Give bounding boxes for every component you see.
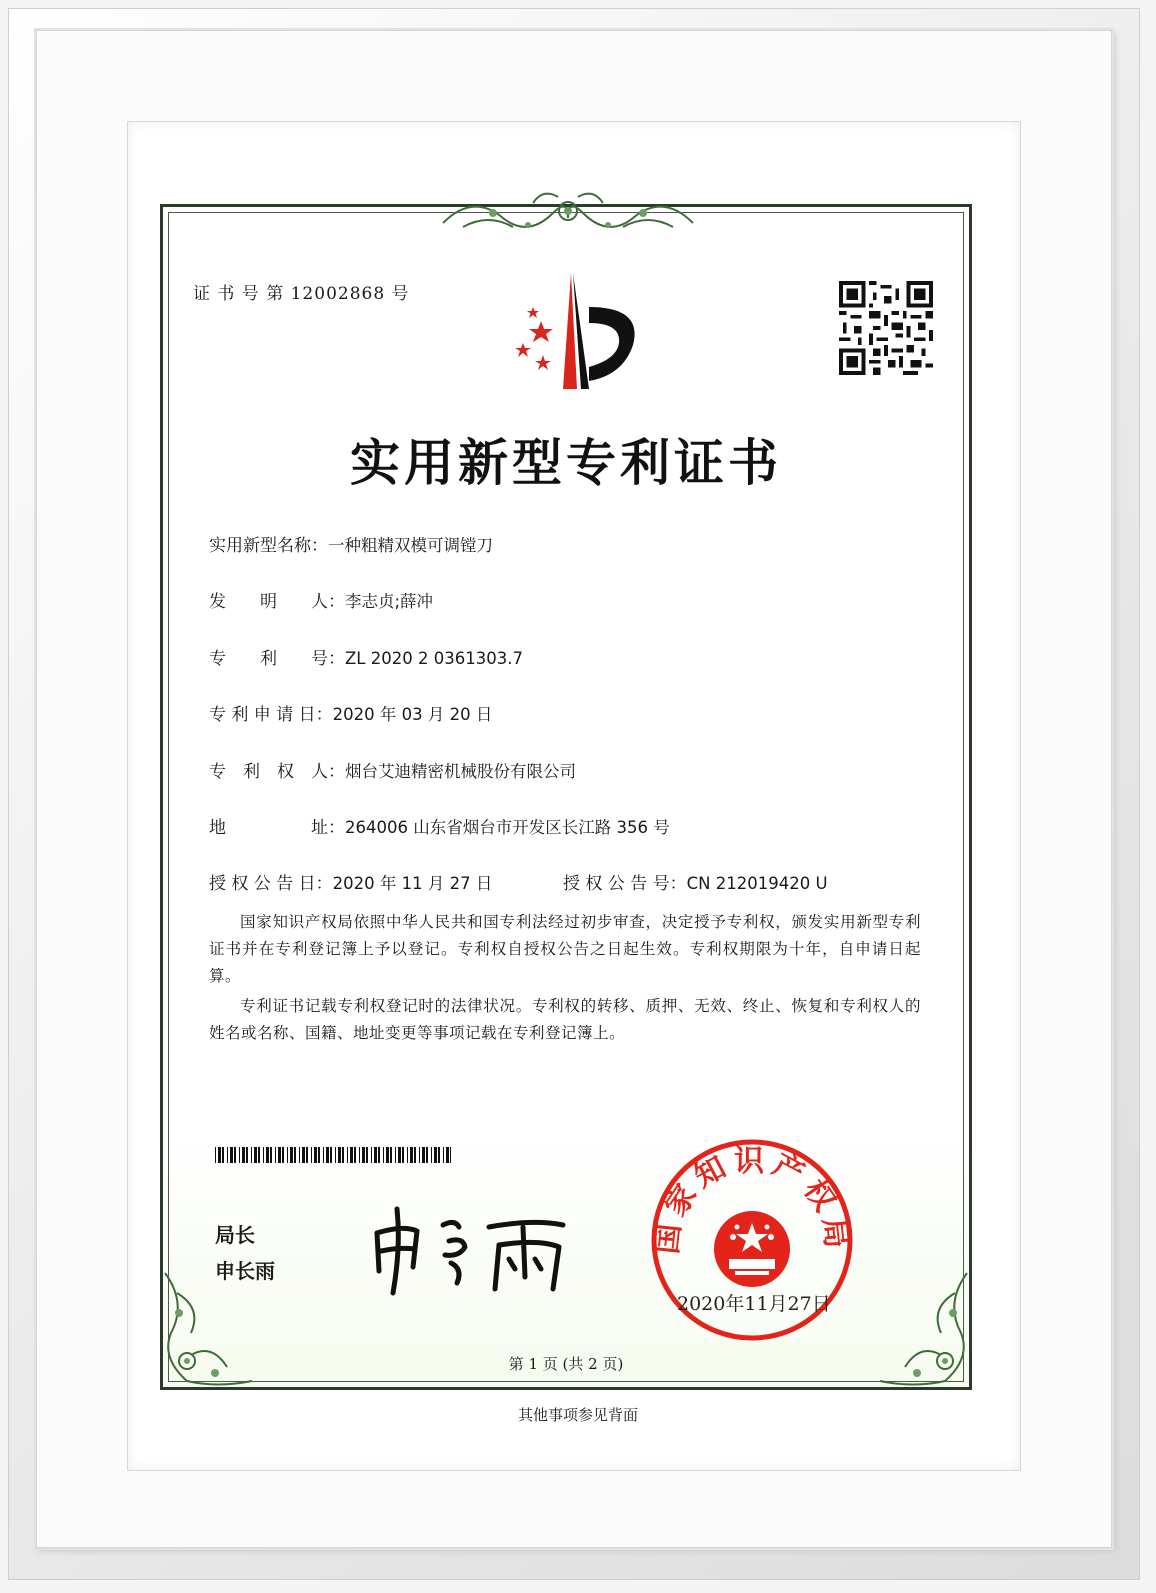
field-address-label: 地 址： [209,818,345,838]
field-patentee [209,757,576,782]
field-filing-date-label: 专 利 申 请 日： [209,705,333,725]
field-patentee-value: 烟台艾迪精密机械股份有限公司 [345,762,576,781]
field-grant-no-label: 授 权 公 告 号： [563,874,687,894]
floral-ornament-top-icon [433,183,703,243]
field-filing-date [209,700,492,725]
qr-code-icon [839,281,933,375]
field-grant-date-value: 2020 年 11 月 27 日 [332,874,493,893]
field-patent-no [209,644,523,669]
field-name-value: 一种粗精双模可调镗刀 [328,536,493,555]
field-grant-date-label: 授 权 公 告 日： [209,874,333,894]
field-name [209,531,493,556]
field-patent-no-value: ZL 2020 2 0361303.7 [345,649,523,668]
legal-paragraph-2: 专利证书记载专利权登记时的法律状况。专利权的转移、质押、无效、终止、恢复和专利权人的姓名或名称、国籍、地址变更等事项记载在专利登记簿上。 [209,997,921,1042]
legal-paragraph-1: 国家知识产权局依照中华人民共和国专利法经过初步审查，决定授予专利权，颁发实用新型专利证书并在专利登记簿上予以登记。专利权自授权公告之日起生效。专利权期限为十年，自申请日起算。 [209,913,921,985]
patent-office-emblem-icon [493,267,643,397]
field-grant-no [563,869,828,894]
field-grant-no-value: CN 212019420 U [686,874,828,893]
certificate-number: 证 书 号 第 12002868 号 [193,284,410,304]
director-signature-icon [363,1197,583,1297]
field-grant-date [209,869,492,894]
field-patent-no-label: 专 利 号： [209,649,345,669]
field-name-label: 实用新型名称： [209,536,328,556]
field-address [209,813,670,838]
director-title: 局长 [215,1223,255,1247]
seal-date: 2020年11月27日 [677,1293,831,1315]
field-address-value: 264006 山东省烟台市开发区长江路 356 号 [345,818,670,837]
page-number: 第 1 页 (共 2 页) [508,1355,624,1373]
certificate-title: 实用新型专利证书 [350,433,782,492]
field-inventor-label: 发 明 人： [209,592,345,612]
field-filing-date-value: 2020 年 03 月 20 日 [332,705,493,724]
back-note: 其他事项参见背面 [517,1406,638,1424]
patent-certificate [160,204,972,1390]
field-patentee-label: 专 利 权 人： [209,762,345,782]
field-inventor [209,587,433,612]
field-inventor-value: 李志贞;薛冲 [345,592,434,611]
director-name: 申长雨 [215,1259,275,1283]
barcode-icon [215,1147,451,1163]
seal-text: 国家知识产权局 [649,1143,855,1256]
